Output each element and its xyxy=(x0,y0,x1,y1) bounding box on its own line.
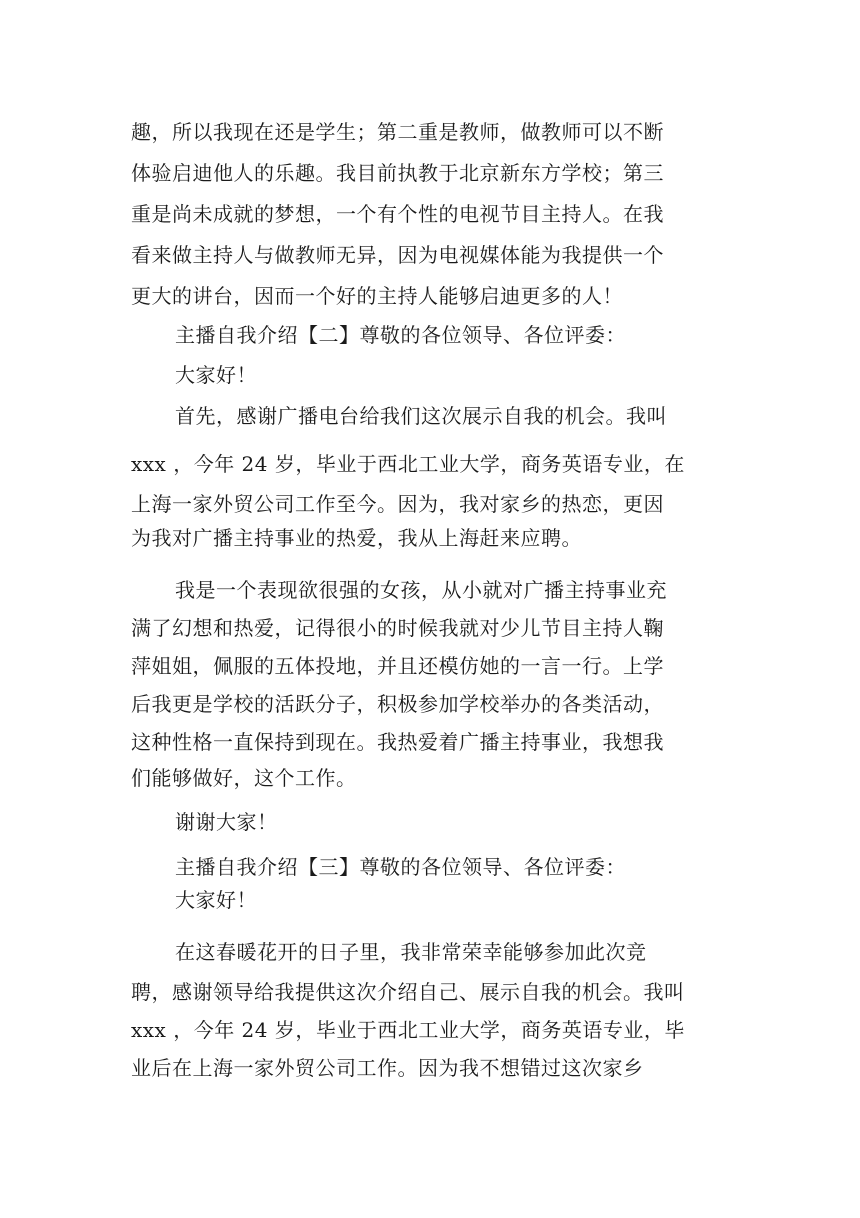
text-line: 上海一家外贸公司工作至今。因为，我对家乡的热恋，更因 xyxy=(131,492,664,516)
greeting: 大家好！ xyxy=(175,363,257,387)
text-line: 业后在上海一家外贸公司工作。因为我不想错过这次家乡 xyxy=(131,1056,644,1080)
closing-thanks: 谢谢大家！ xyxy=(175,810,278,834)
text-line: 聘，感谢领导给我提供这次介绍自己、展示自我的机会。我叫 xyxy=(131,980,685,1004)
text-line: 首先，感谢广播电台给我们这次展示自我的机会。我叫 xyxy=(175,404,667,428)
text-line: 这种性格一直保持到现在。我热爱着广播主持事业，我想我 xyxy=(131,730,664,754)
text-line: 看来做主持人与做教师无异，因为电视媒体能为我提供一个 xyxy=(131,243,664,267)
text-line: 萍姐姐，佩服的五体投地，并且还模仿她的一言一行。上学 xyxy=(131,654,664,678)
section-heading: 主播自我介绍【三】尊敬的各位领导、各位评委： xyxy=(175,855,626,879)
text-line: xxx ，今年 24 岁，毕业于西北工业大学，商务英语专业，在 xyxy=(131,452,685,476)
text-line: 在这春暖花开的日子里，我非常荣幸能够参加此次竞 xyxy=(175,940,647,964)
text-line: 为我对广播主持事业的热爱，我从上海赶来应聘。 xyxy=(131,526,582,550)
text-line: 更大的讲台，因而一个好的主持人能够启迪更多的人！ xyxy=(131,284,623,308)
text-line: 们能够做好，这个工作。 xyxy=(131,766,357,790)
greeting: 大家好！ xyxy=(175,888,257,912)
text-line: 趣，所以我现在还是学生；第二重是教师，做教师可以不断 xyxy=(131,120,664,144)
text-line: 重是尚未成就的梦想，一个有个性的电视节目主持人。在我 xyxy=(131,202,664,226)
text-line: 我是一个表现欲很强的女孩，从小就对广播主持事业充 xyxy=(175,578,667,602)
section-heading: 主播自我介绍【二】尊敬的各位领导、各位评委： xyxy=(175,323,626,347)
text-line: 体验启迪他人的乐趣。我目前执教于北京新东方学校；第三 xyxy=(131,161,664,185)
text-line: xxx ，今年 24 岁，毕业于西北工业大学，商务英语专业，毕 xyxy=(131,1018,685,1042)
text-line: 后我更是学校的活跃分子，积极参加学校举办的各类活动， xyxy=(131,692,664,716)
text-line: 满了幻想和热爱，记得很小的时候我就对少儿节目主持人鞠 xyxy=(131,616,664,640)
